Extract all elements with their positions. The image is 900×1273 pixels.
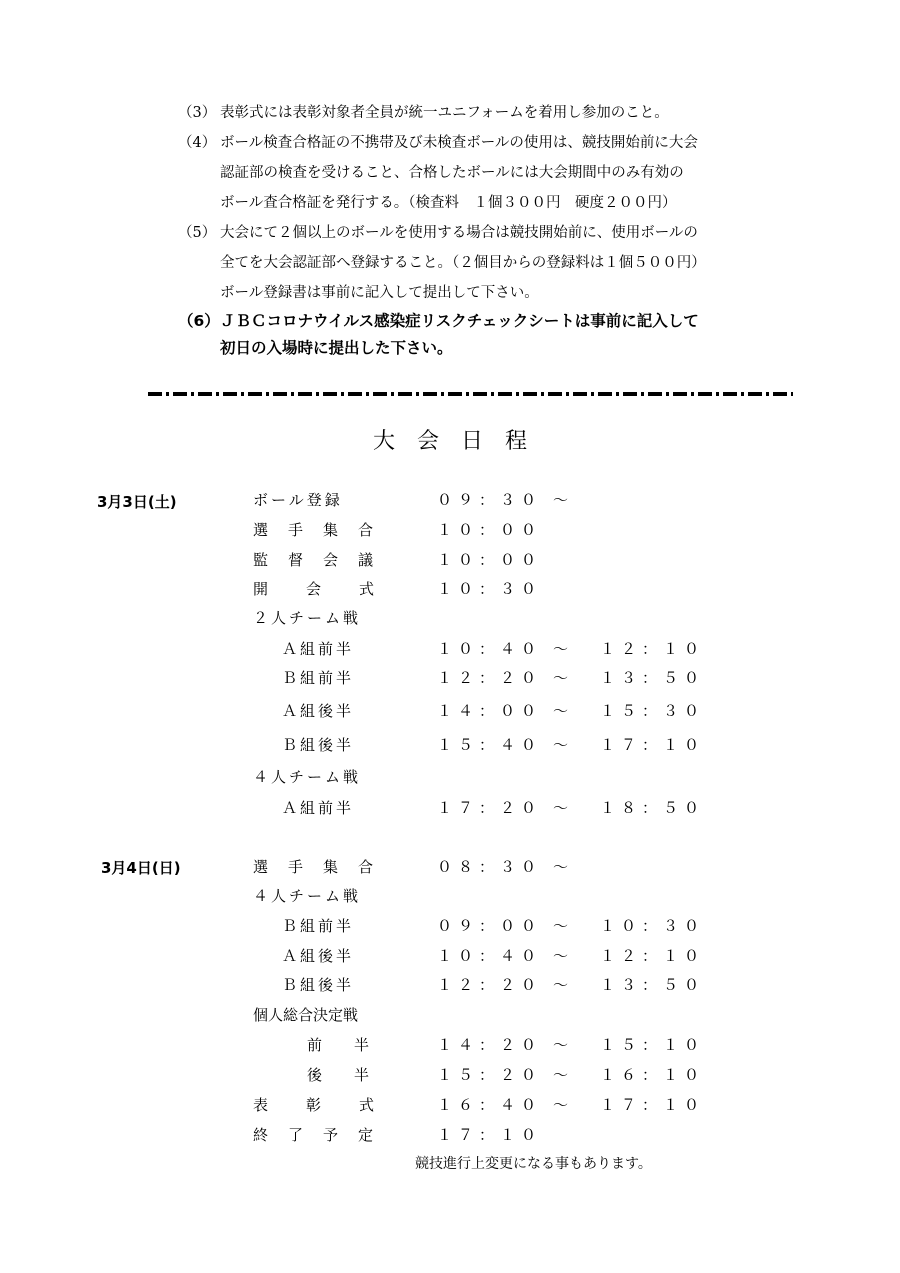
- row-label: 選手集合: [253, 521, 394, 539]
- note-number: （4）: [178, 135, 217, 151]
- note-5: [178, 218, 818, 248]
- schedule-row: [0, 915, 900, 939]
- row-label: 終了予定: [253, 1126, 394, 1144]
- schedule-row: [0, 885, 900, 909]
- start-time: １５：４０: [437, 736, 543, 754]
- note-3: [178, 98, 818, 128]
- row-label: Ａ組後半: [282, 947, 355, 965]
- start-time: １４：２０: [437, 1036, 543, 1054]
- dash-dot-divider: [148, 392, 793, 396]
- footnote: 競技進行上変更になる事もあります。: [415, 1156, 652, 1172]
- note-text: ボール査合格証を発行する。（検査料 １個３００円 硬度２００円）: [220, 195, 677, 211]
- tilde: ～: [553, 1096, 569, 1114]
- row-label: ２人チーム戦: [253, 609, 362, 627]
- schedule-row: [0, 856, 900, 880]
- schedule-row: [0, 489, 900, 513]
- start-time: １５：２０: [437, 1066, 543, 1084]
- note-6: [178, 308, 818, 335]
- row-label: 前半: [307, 1036, 402, 1054]
- row-label: 選手集合: [253, 858, 394, 876]
- row-label: ４人チーム戦: [253, 768, 362, 786]
- notes-section: [178, 98, 818, 362]
- note-4: [178, 128, 818, 158]
- tilde: ～: [553, 799, 569, 817]
- end-time: １８：５０: [600, 799, 706, 817]
- day1-label: 3月3日(土): [97, 493, 177, 511]
- start-time: １２：２０: [437, 976, 543, 994]
- tilde: ～: [553, 669, 569, 687]
- schedule-row: [0, 945, 900, 969]
- start-time: １２：２０: [437, 669, 543, 687]
- row-label: ４人チーム戦: [253, 887, 362, 905]
- row-label: Ｂ組前半: [282, 669, 355, 687]
- start-time: ０９：３０: [437, 491, 543, 509]
- tilde: ～: [553, 702, 569, 720]
- note-number: （6）: [178, 312, 220, 330]
- schedule-row: [0, 667, 900, 691]
- end-time: １０：３０: [600, 917, 706, 935]
- schedule-row: [0, 1094, 900, 1118]
- row-label: Ｂ組後半: [282, 736, 355, 754]
- tilde: ～: [553, 976, 569, 994]
- schedule-row: [0, 700, 900, 724]
- schedule-row: [0, 797, 900, 821]
- start-time: １０：４０: [437, 640, 543, 658]
- tilde: ～: [553, 640, 569, 658]
- schedule-row: [0, 1034, 900, 1058]
- day2-label: 3月4日(日): [101, 859, 181, 877]
- note-text: 表彰式には表彰対象者全員が統一ユニフォームを着用し参加のこと。: [220, 105, 669, 121]
- schedule-title: 大会日程: [372, 429, 549, 454]
- schedule-row: [0, 766, 900, 790]
- row-label: Ｂ組後半: [282, 976, 355, 994]
- note-text: ＪＢＣコロナウイルス感染症リスクチェックシートは事前に記入して: [220, 312, 699, 330]
- tilde: ～: [553, 736, 569, 754]
- end-time: １７：１０: [600, 736, 706, 754]
- note-text: 大会にて２個以上のボールを使用する場合は競技開始前に、使用ボールの: [220, 225, 698, 241]
- schedule-row: [0, 519, 900, 543]
- start-time: １７：２０: [437, 799, 543, 817]
- row-label: Ａ組後半: [282, 702, 355, 720]
- start-time: ０９：００: [437, 917, 543, 935]
- schedule-row: [0, 578, 900, 602]
- row-label: 表彰式: [253, 1096, 413, 1114]
- schedule-row: [0, 1004, 900, 1028]
- schedule-row: [0, 974, 900, 998]
- note-number: （5）: [178, 225, 217, 241]
- schedule-row: [0, 1064, 900, 1088]
- start-time: ０８：３０: [437, 858, 543, 876]
- start-time: １６：４０: [437, 1096, 543, 1114]
- end-time: １２：１０: [600, 947, 706, 965]
- tilde: ～: [553, 947, 569, 965]
- row-label: Ｂ組前半: [282, 917, 355, 935]
- start-time: １０：３０: [437, 580, 543, 598]
- schedule-row: [0, 549, 900, 573]
- end-time: １３：５０: [600, 669, 706, 687]
- tilde: ～: [553, 1066, 569, 1084]
- end-time: １６：１０: [600, 1066, 706, 1084]
- schedule-row: [0, 607, 900, 631]
- start-time: １０：００: [437, 521, 543, 539]
- note-text: ボール登録書は事前に記入して提出して下さい。: [220, 285, 539, 301]
- schedule-row: [0, 734, 900, 758]
- row-label: ボール登録: [253, 491, 343, 509]
- start-time: １０：４０: [437, 947, 543, 965]
- schedule-row: [0, 1124, 900, 1148]
- note-text: 全てを大会認証部へ登録すること。（２個目からの登録料は１個５００円）: [220, 255, 706, 271]
- note-text: 初日の入場時に提出した下さい。: [220, 339, 453, 357]
- start-time: １４：００: [437, 702, 543, 720]
- start-time: １０：００: [437, 551, 543, 569]
- tilde: ～: [553, 858, 569, 876]
- note-text: ボール検査合格証の不携帯及び未検査ボールの使用は、競技開始前に大会: [220, 135, 698, 151]
- end-time: １５：１０: [600, 1036, 706, 1054]
- tilde: ～: [553, 1036, 569, 1054]
- end-time: １２：１０: [600, 640, 706, 658]
- row-label: Ａ組前半: [282, 799, 355, 817]
- tilde: ～: [553, 491, 569, 509]
- schedule-row: [0, 638, 900, 662]
- start-time: １７：１０: [437, 1126, 543, 1144]
- end-time: １５：３０: [600, 702, 706, 720]
- tilde: ～: [553, 917, 569, 935]
- note-number: （3）: [178, 105, 217, 121]
- end-time: １３：５０: [600, 976, 706, 994]
- row-label: 個人総合決定戦: [253, 1006, 359, 1024]
- row-label: 開会式: [253, 580, 413, 598]
- row-label: Ａ組前半: [282, 640, 355, 658]
- row-label: 監督会議: [253, 551, 394, 569]
- row-label: 後半: [307, 1066, 402, 1084]
- end-time: １７：１０: [600, 1096, 706, 1114]
- note-text: 認証部の検査を受けること、合格したボールには大会期間中のみ有効の: [220, 165, 684, 181]
